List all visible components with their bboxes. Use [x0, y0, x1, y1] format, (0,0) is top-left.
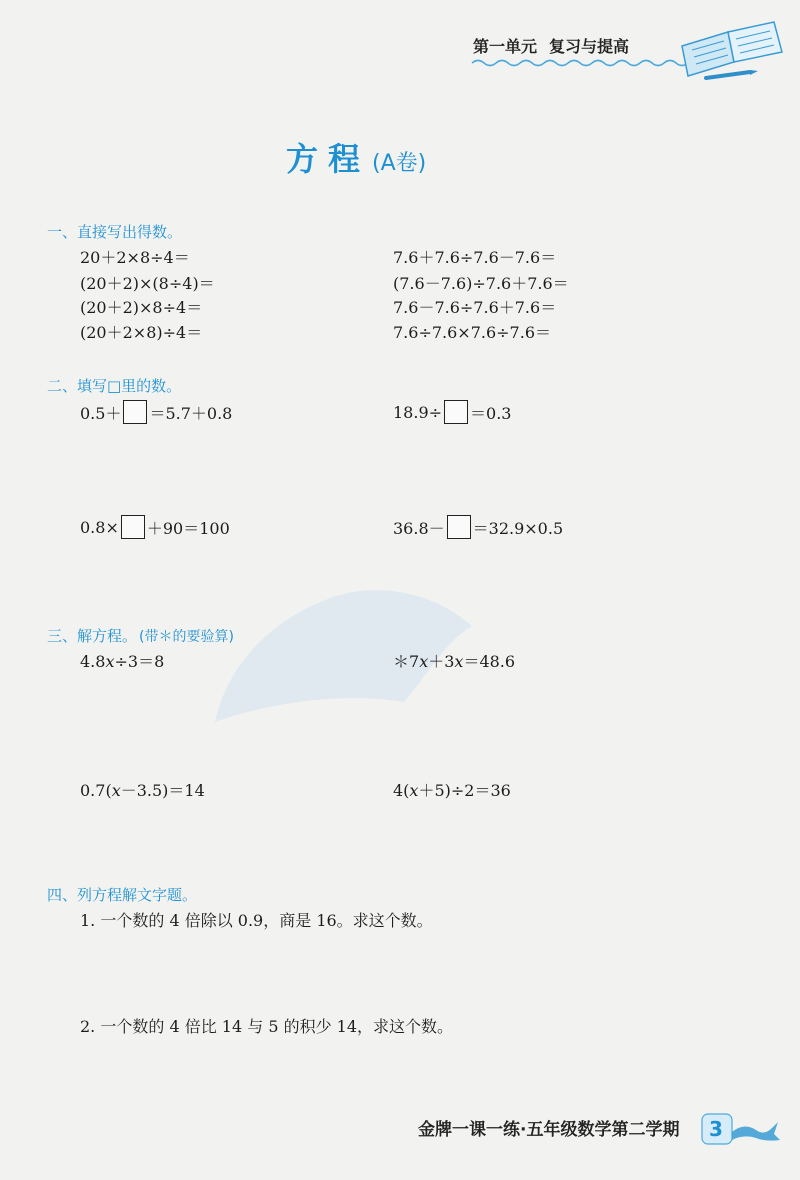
unit-topic: 复习与提高: [549, 37, 630, 56]
calc-item: 7.6÷7.6×7.6÷7.6＝: [393, 323, 552, 342]
fill-in-item: [393, 513, 563, 541]
fill-in-item: [80, 513, 230, 541]
answer-box: [447, 515, 471, 539]
fill-before: 0.8×: [80, 517, 119, 537]
fill-in-item: [80, 398, 232, 426]
calc-item: (20＋2)×(8÷4)＝: [80, 274, 215, 293]
book-title-footer: 金牌一课一练·五年级数学第二学期: [418, 1120, 680, 1140]
answer-box: [121, 515, 145, 539]
variable-x: x: [419, 652, 429, 671]
fill-before: 36.8－: [393, 518, 445, 538]
variable-x: x: [409, 781, 419, 800]
fill-in-item: [393, 398, 511, 426]
section-3-title: 三、解方程。: [47, 627, 138, 645]
unit-header: [473, 36, 629, 58]
equation-item: 4(x＋5)÷2＝36: [393, 781, 511, 800]
fill-after: ＝0.3: [470, 403, 512, 423]
calc-item: (7.6－7.6)÷7.6＋7.6＝: [393, 274, 569, 293]
variable-x: x: [105, 652, 115, 671]
word-problem: 2. 一个数的 4 倍比 14 与 5 的积少 14，求这个数。: [80, 1017, 454, 1036]
answer-box: [123, 400, 147, 424]
variable-x: x: [111, 781, 121, 800]
fill-before: 18.9÷: [393, 402, 443, 422]
book-icon: [672, 14, 792, 84]
unit-label: 第一单元: [473, 37, 538, 56]
calc-item: (20＋2)×8÷4＝: [80, 298, 203, 317]
answer-box: [444, 400, 468, 424]
word-problem: 1. 一个数的 4 倍除以 0.9，商是 16。求这个数。: [80, 911, 433, 930]
calc-item: 7.6＋7.6÷7.6－7.6＝: [393, 248, 557, 267]
page-number-badge: [700, 1110, 782, 1150]
equation-item: 4.8x÷3＝8: [80, 652, 165, 671]
title-main: 方程: [286, 140, 371, 178]
fill-after: ＝5.7＋0.8: [149, 403, 233, 423]
section-2-label: 二、填写□里的数。: [47, 377, 182, 395]
calc-item: (20＋2×8)÷4＝: [80, 323, 203, 342]
fill-after: ＋90＝100: [146, 518, 230, 538]
section-3-note: (带＊的要验算): [139, 629, 234, 645]
title-sub: (A卷): [372, 151, 427, 176]
calc-item: 7.6－7.6÷7.6＋7.6＝: [393, 298, 557, 317]
calc-item: 20＋2×8÷4＝: [80, 248, 190, 267]
section-3-label: [47, 626, 234, 647]
section-4-label: 四、列方程解文字题。: [47, 886, 198, 904]
equation-item: ＊7x＋3x＝48.6: [393, 652, 516, 671]
page-number: 3: [709, 1117, 723, 1141]
fill-after: ＝32.9×0.5: [472, 518, 564, 538]
variable-x: x: [454, 652, 464, 671]
fill-before: 0.5＋: [80, 403, 122, 423]
section-1-label: 一、直接写出得数。: [47, 223, 183, 241]
page-title: [286, 134, 426, 180]
equation-item: 0.7(x－3.5)＝14: [80, 781, 205, 800]
